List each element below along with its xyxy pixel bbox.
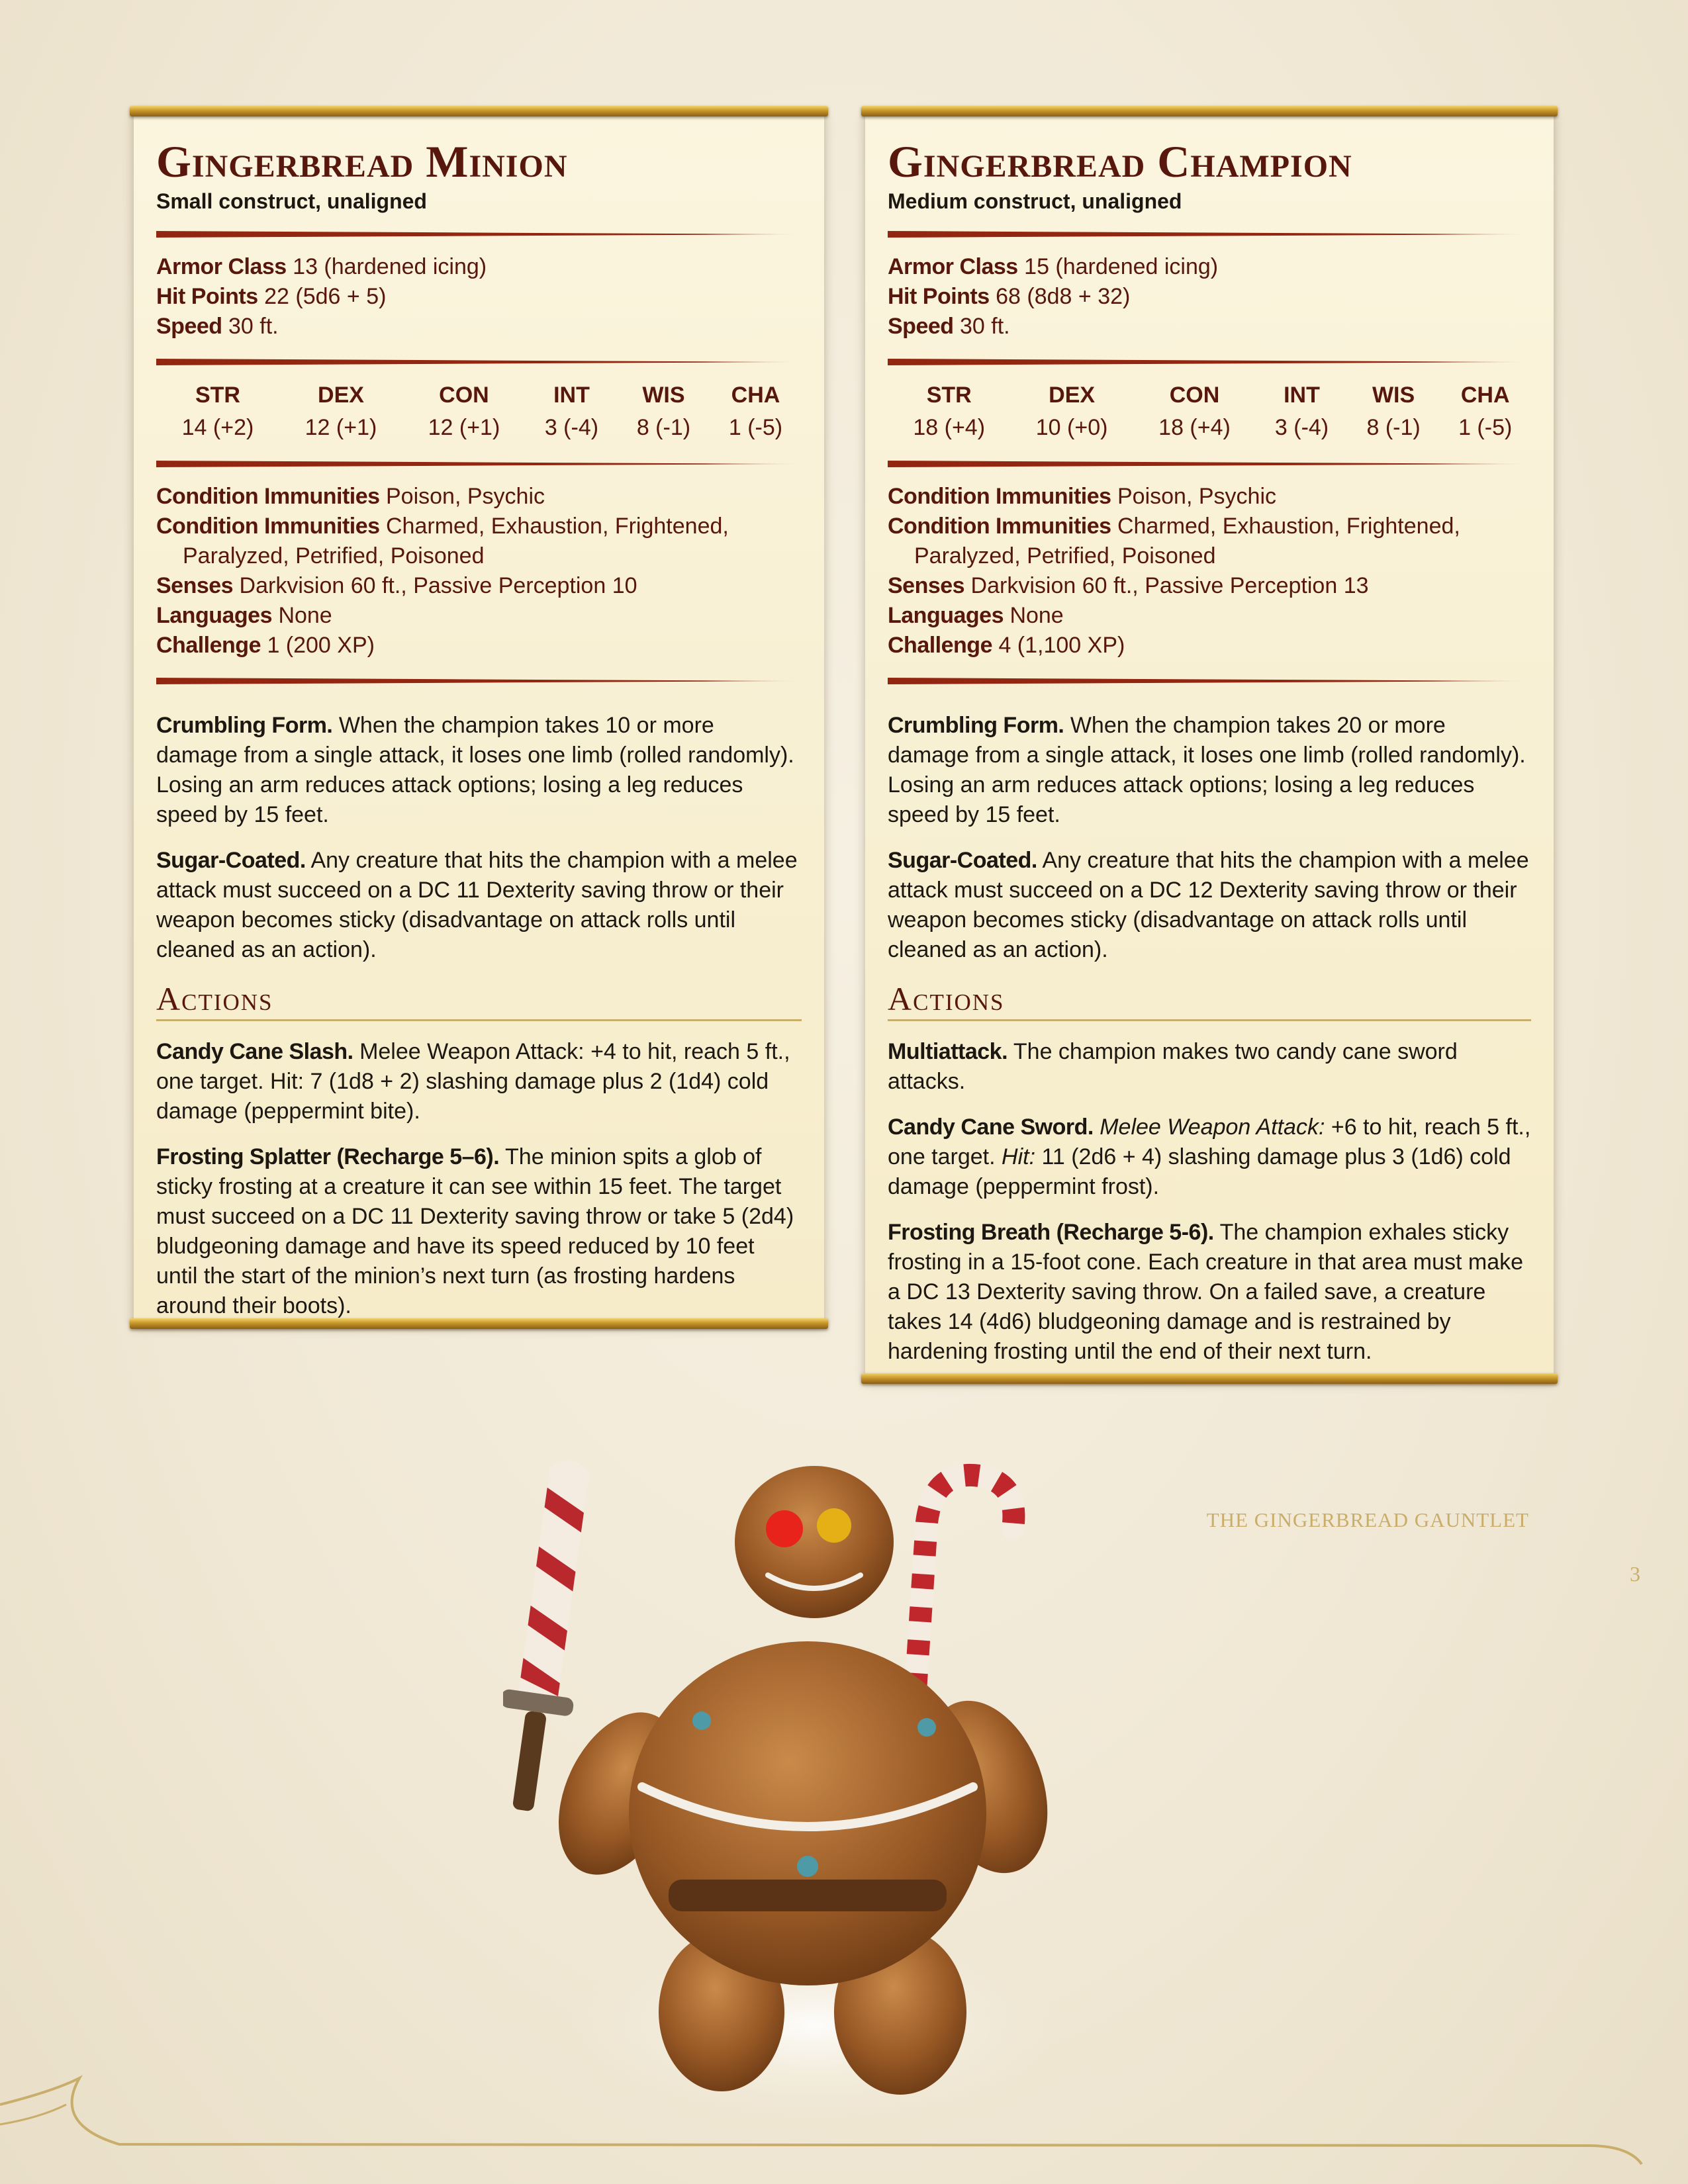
ability-label: CHA	[731, 383, 780, 408]
senses: Senses Darkvision 60 ft., Passive Perception 10	[156, 573, 637, 598]
speed: Speed 30 ft.	[888, 314, 1010, 339]
ability-value: 14 (+2)	[181, 415, 254, 440]
ability-label: CON	[439, 383, 489, 408]
armor-class: Armor Class 15 (hardened icing)	[888, 254, 1219, 279]
hit-points: Hit Points 68 (8d8 + 32)	[888, 284, 1131, 309]
creature-type: Small construct, unaligned	[156, 189, 427, 213]
speed: Speed 30 ft.	[156, 314, 279, 339]
action-candy-cane-sword: Candy Cane Sword. Melee Weapon Attack: +6 to hit, reach 5 ft., one target. Hit: 11 (2d6 + 4) slashing damage plus 3 (1d6) cold damage (peppermint frost).	[888, 1115, 1531, 1199]
ability-scores	[156, 380, 802, 443]
ability-value: 12 (+1)	[305, 415, 377, 440]
ability-value: 18 (+4)	[1158, 415, 1231, 440]
traits	[156, 711, 802, 965]
champion-stat-block	[865, 111, 1554, 1379]
condition-immunities: Condition Immunities Poison, Psychic	[888, 484, 1276, 509]
ability-scores	[888, 380, 1531, 443]
ability-label: WIS	[1372, 383, 1415, 408]
ability-value: 1 (-5)	[1458, 415, 1513, 440]
senses: Senses Darkvision 60 ft., Passive Perception 13	[888, 573, 1369, 598]
ability-label: DEX	[1049, 383, 1096, 408]
actions-heading: Actions	[156, 979, 802, 1021]
actions-heading: Actions	[888, 979, 1531, 1021]
trait-sugar-coated: Sugar-Coated. Any creature that hits the champion with a melee attack must succeed on a DC 12 Dexterity saving throw or their weapon becomes sticky (disadvantage on attack rolls until cleaned as an action).	[888, 848, 1529, 962]
challenge: Challenge 1 (200 XP)	[156, 633, 375, 658]
ability-value: 10 (+0)	[1035, 415, 1108, 440]
condition-immunities: Condition Immunities Poison, Psychic	[156, 484, 545, 509]
running-footer: THE GINGERBREAD GAUNTLET	[1206, 1508, 1529, 1531]
trait-crumbling-form: Crumbling Form. When the champion takes 20 or more damage from a single attack, it loses one limb (rolled randomly). Losing an arm reduces attack options; losing a leg reduces speed by 15 feet.	[888, 713, 1526, 827]
challenge: Challenge 4 (1,100 XP)	[888, 633, 1125, 658]
action-multiattack: Multiattack. The champion makes two candy cane sword attacks.	[888, 1039, 1458, 1094]
creature-type: Medium construct, unaligned	[888, 189, 1182, 213]
creature-name: Gingerbread Champion	[888, 136, 1352, 187]
divider	[156, 231, 802, 238]
ability-label: INT	[553, 383, 590, 408]
page-number: 3	[1630, 1562, 1640, 1586]
armor-class: Armor Class 13 (hardened icing)	[156, 254, 487, 279]
divider	[156, 678, 802, 684]
ability-label: WIS	[642, 383, 685, 408]
ability-label: STR	[926, 383, 972, 408]
ability-label: INT	[1284, 383, 1320, 408]
ability-value: 8 (-1)	[636, 415, 691, 440]
traits	[888, 711, 1531, 965]
languages: Languages None	[888, 603, 1064, 628]
ability-value: 8 (-1)	[1366, 415, 1421, 440]
creature-name: Gingerbread Minion	[156, 136, 568, 187]
ability-value: 18 (+4)	[913, 415, 986, 440]
gingerbread-champion-illustration	[503, 1443, 1099, 2144]
footer-flourish	[0, 2065, 1688, 2184]
condition-immunities: Condition Immunities Charmed, Exhaustion, Frightened, Paralyzed, Petrified, Poisoned	[888, 514, 1460, 569]
action-candy-cane-slash: Candy Cane Slash. Melee Weapon Attack: +4 to hit, reach 5 ft., one target. Hit: 7 (1d8 + 2) slashing damage plus 2 (1d4) cold damage (peppermint bite).	[156, 1039, 790, 1124]
ability-value: 1 (-5)	[728, 415, 783, 440]
minion-stat-block	[134, 111, 824, 1324]
action-frosting-breath: Frosting Breath (Recharge 5-6). The champion exhales sticky frosting in a 15-foot cone. Each creature in that area must make a DC 13 Dexterity saving throw. On a failed save, a creature takes 14 (4d6) bludgeoning damage and is restrained by hardening frosting until the end of their next turn.	[888, 1220, 1524, 1364]
condition-immunities: Condition Immunities Charmed, Exhaustion, Frightened, Paralyzed, Petrified, Poisoned	[156, 514, 729, 569]
ability-label: STR	[195, 383, 240, 408]
languages: Languages None	[156, 603, 332, 628]
divider	[888, 678, 1531, 684]
ability-label: DEX	[318, 383, 364, 408]
ability-value: 3 (-4)	[544, 415, 599, 440]
action-frosting-splatter: Frosting Splatter (Recharge 5–6). The minion spits a glob of sticky frosting at a creature it can see within 15 feet. The target must succeed on a DC 11 Dexterity saving throw or take 5 (2d4) bludgeoning damage and have its speed reduced by 10 feet until the start of the minion’s next turn (as frosting hardens around their boots).	[156, 1144, 794, 1318]
divider	[156, 461, 802, 467]
ability-value: 3 (-4)	[1274, 415, 1329, 440]
ability-label: CON	[1169, 383, 1220, 408]
divider	[888, 231, 1531, 238]
divider	[888, 461, 1531, 467]
divider	[888, 359, 1531, 365]
trait-crumbling-form: Crumbling Form. When the champion takes 10 or more damage from a single attack, it loses one limb (rolled randomly). Losing an arm reduces attack options; losing a leg reduces speed by 15 feet.	[156, 713, 794, 827]
ability-label: CHA	[1460, 383, 1510, 408]
divider	[156, 359, 802, 365]
ability-value: 12 (+1)	[428, 415, 500, 440]
trait-sugar-coated: Sugar-Coated. Any creature that hits the champion with a melee attack must succeed on a DC 11 Dexterity saving throw or their weapon becomes sticky (disadvantage on attack rolls until cleaned as an action).	[156, 848, 798, 962]
hit-points: Hit Points 22 (5d6 + 5)	[156, 284, 387, 309]
